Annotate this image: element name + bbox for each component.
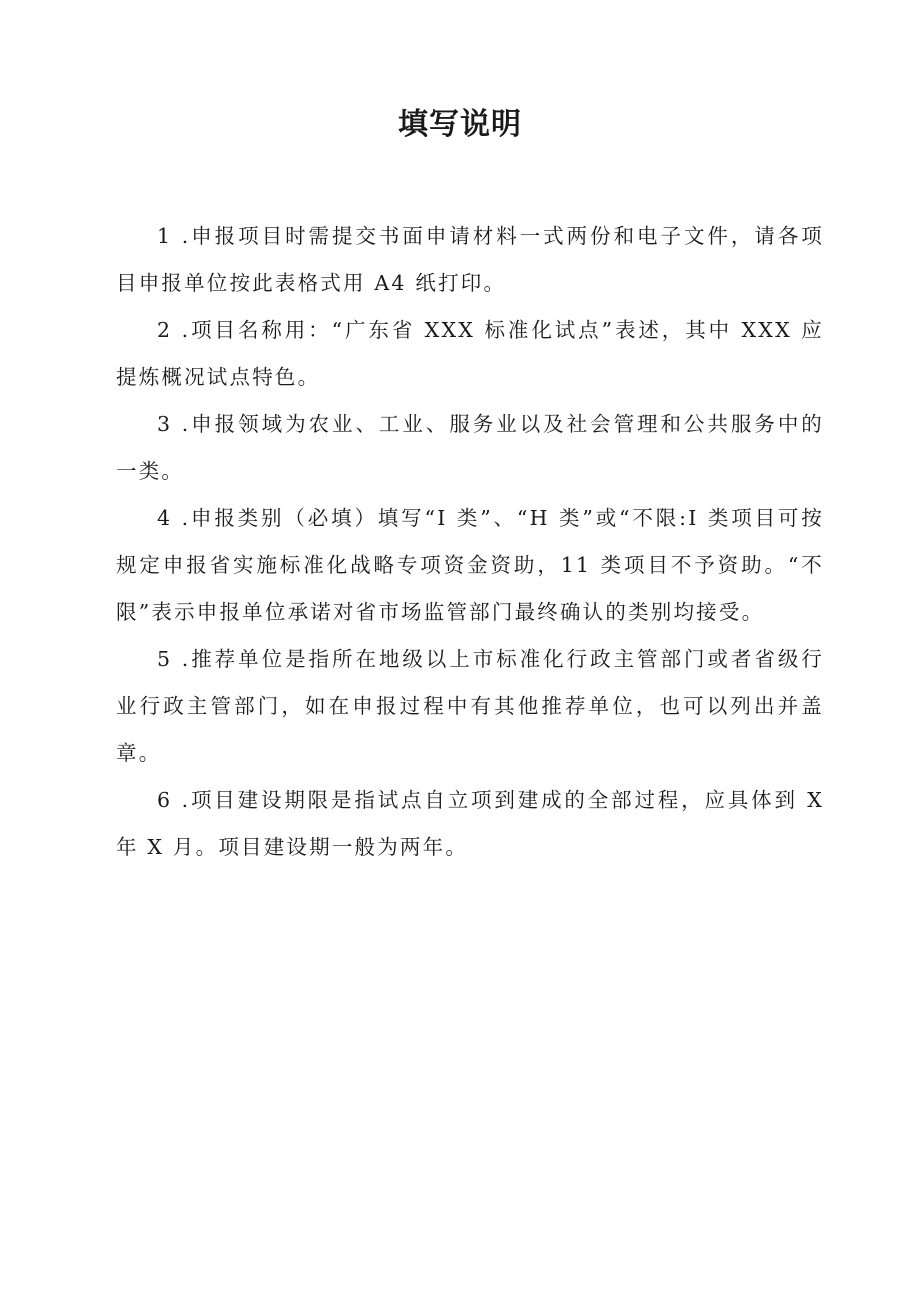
- instruction-item-4: 4 .申报类别（必填）填写“I 类”、“H 类”或“不限:I 类项目可按规定申报省实施标准化战略专项资金资助，11 类项目不予资助。“不限”表示申报单位承诺对省市场监管部门最终确认的类别均接受。: [116, 506, 824, 624]
- instruction-item-5: 5 .推荐单位是指所在地级以上市标准化行政主管部门或者省级行业行政主管部门，如在申报过程中有其他推荐单位，也可以列出并盖章。: [116, 647, 824, 765]
- instruction-item-1: 1 .申报项目时需提交书面申请材料一式两份和电子文件，请各项目申报单位按此表格式用 A4 纸打印。: [116, 224, 824, 295]
- instruction-item-6: 6 .项目建设期限是指试点自立项到建成的全部过程，应具体到 X 年 X 月。项目建设期一般为两年。: [116, 788, 824, 859]
- instruction-item-3: 3 .申报领域为农业、工业、服务业以及社会管理和公共服务中的一类。: [116, 412, 824, 483]
- page-title: 填写说明: [398, 107, 522, 142]
- instructions-body: [116, 213, 824, 871]
- instruction-item-2: 2 .项目名称用：“广东省 XXX 标准化试点”表述，其中 XXX 应提炼概况试点特色。: [116, 318, 824, 389]
